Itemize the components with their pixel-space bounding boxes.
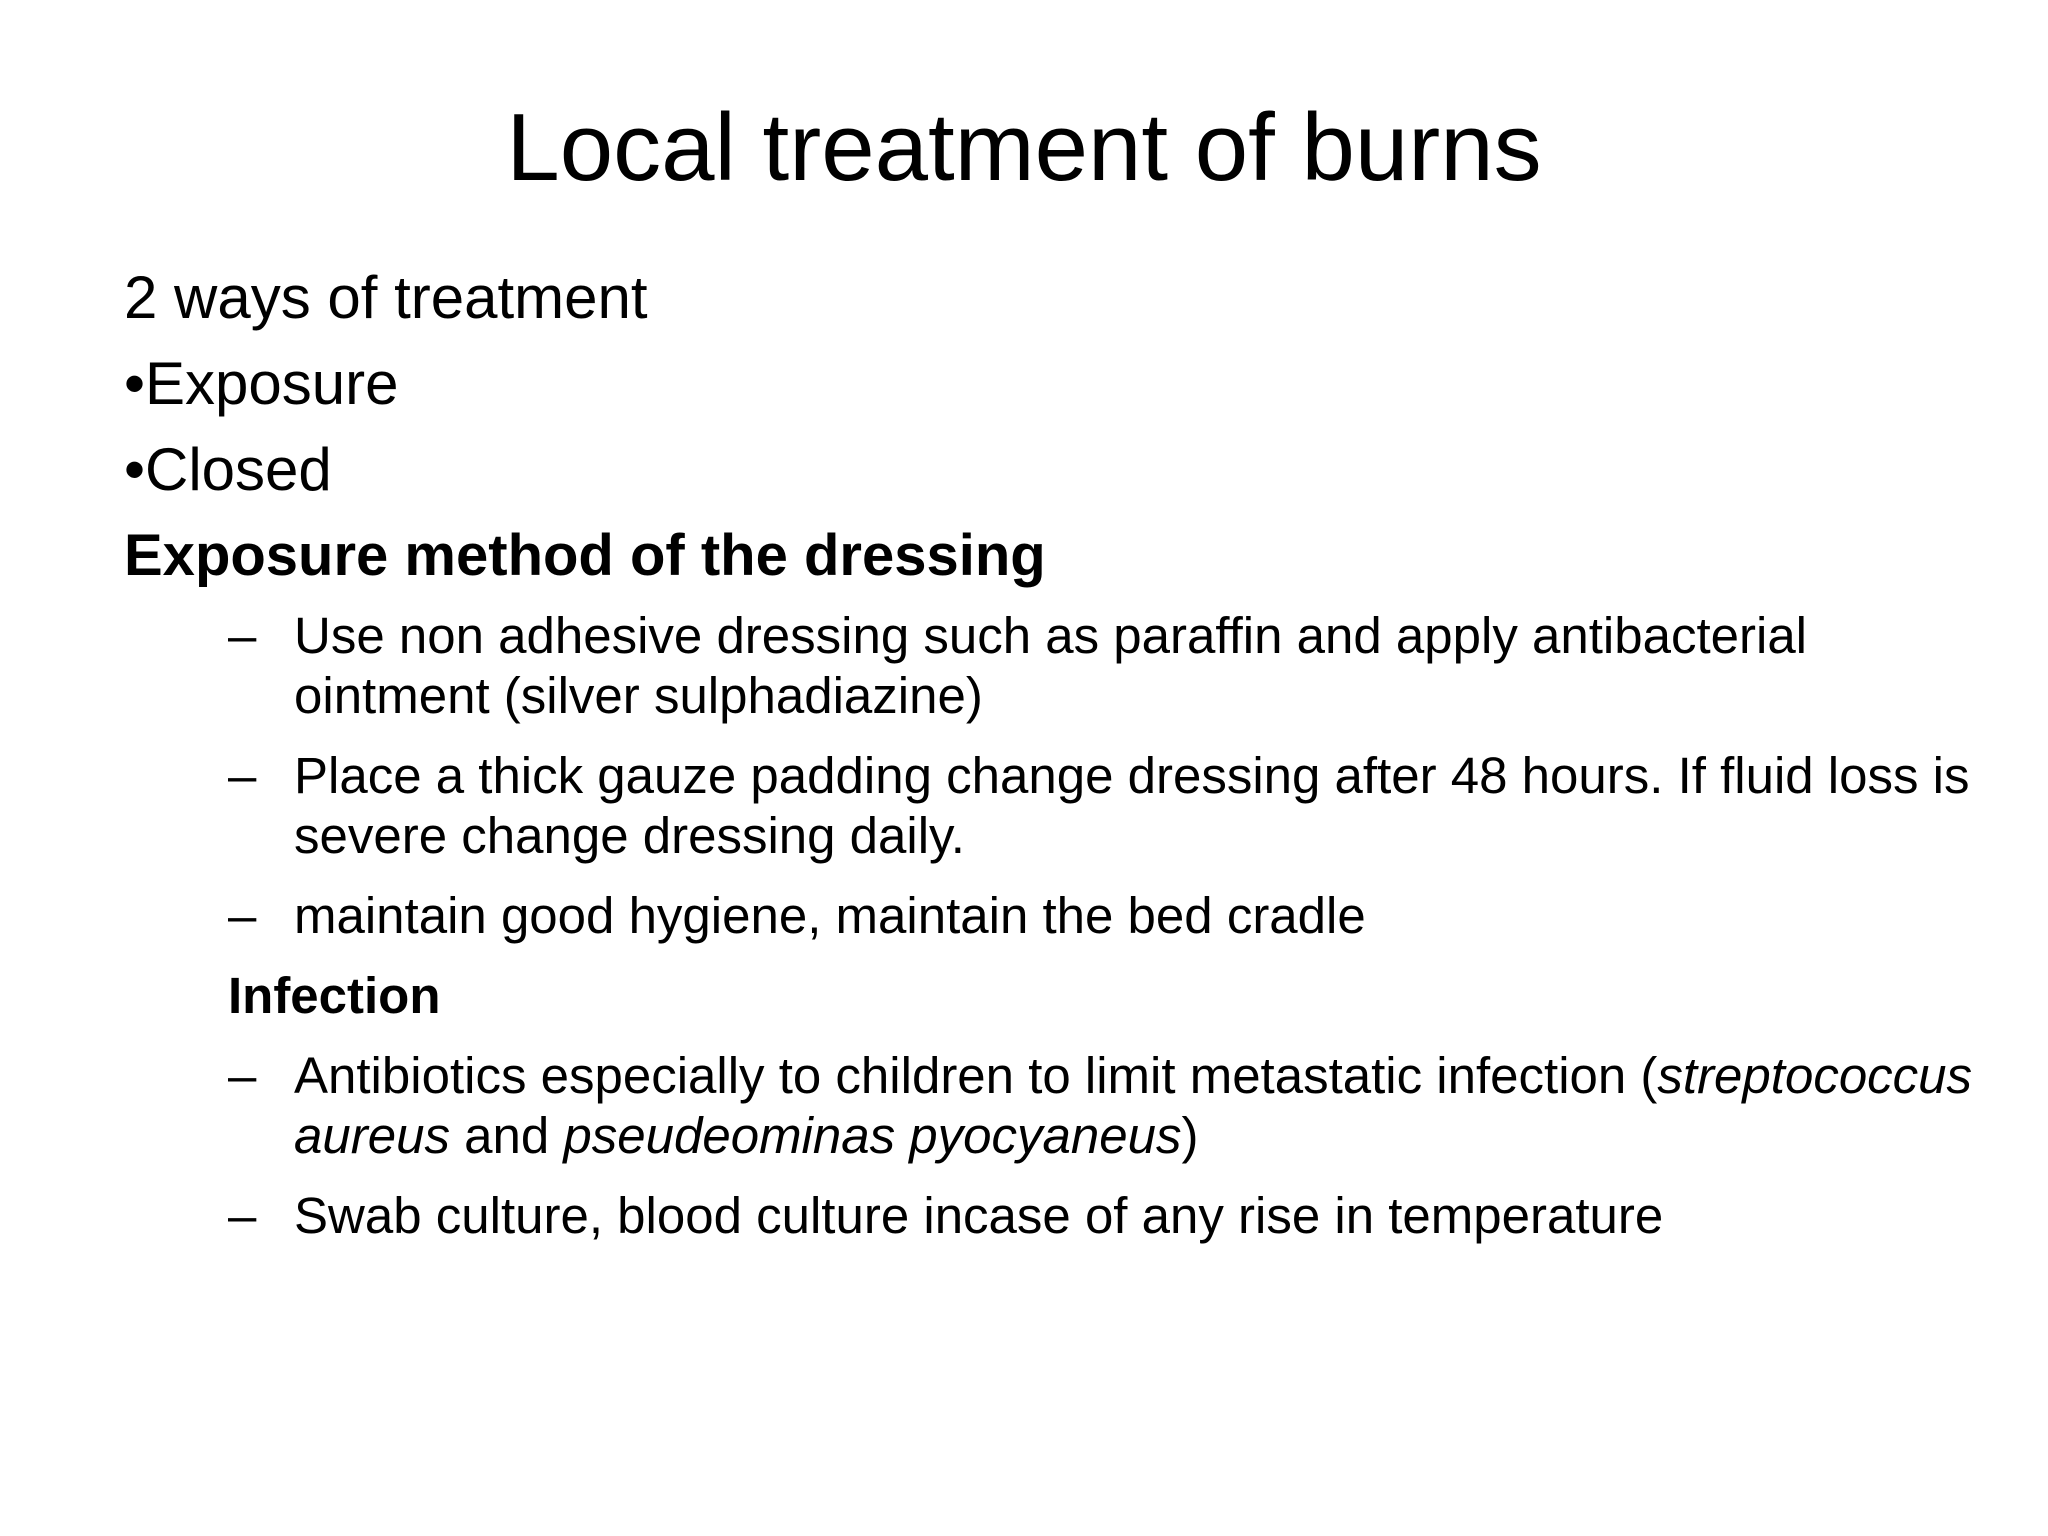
list-item-text: Place a thick gauze padding change dressing after 48 hours. If fluid loss is severe change dressing daily. — [294, 747, 1970, 864]
list-item-text: Swab culture, blood culture incase of any rise in temperature — [294, 1187, 1664, 1244]
slide-body — [124, 262, 1973, 1266]
text-segment: ) — [1181, 1107, 1199, 1164]
bullet-closed — [124, 434, 1924, 506]
organism-name: streptococcus aureus — [294, 1047, 1973, 1164]
bullet-text: Exposure — [145, 350, 399, 417]
intro-line: 2 ways of treatment — [124, 264, 648, 331]
list-item-text: Use non adhesive dressing such as paraffin and apply antibacterial ointment (silver sulphadiazine) — [294, 607, 1808, 724]
section-heading-infection: Infection — [228, 967, 441, 1024]
dash-marker: – — [228, 607, 257, 664]
slide-title: Local treatment of burns — [506, 94, 1542, 201]
section-heading-exposure-method: Exposure method of the dressing — [124, 523, 1046, 588]
text-segment: and — [449, 1107, 564, 1164]
organism-name: pseudeominas pyocyaneus — [563, 1107, 1182, 1164]
dash-marker: – — [228, 1047, 257, 1104]
list-item — [228, 746, 2014, 866]
bullet-text: Closed — [145, 436, 332, 503]
bullet-marker: • — [124, 436, 146, 503]
dash-marker: – — [228, 1187, 257, 1244]
list-item — [228, 606, 2014, 726]
list-item — [228, 1186, 2014, 1246]
list-item-text: maintain good hygiene, maintain the bed cradle — [294, 887, 1366, 944]
dash-marker: – — [228, 747, 257, 804]
bullet-marker: • — [124, 350, 146, 417]
dash-marker: – — [228, 887, 257, 944]
text-segment: Antibiotics especially to children to limit metastatic infection ( — [294, 1047, 1658, 1104]
list-item — [228, 1046, 2014, 1166]
list-item-text — [294, 1047, 1972, 1164]
list-item — [228, 886, 2014, 946]
bullet-exposure — [124, 348, 1924, 420]
